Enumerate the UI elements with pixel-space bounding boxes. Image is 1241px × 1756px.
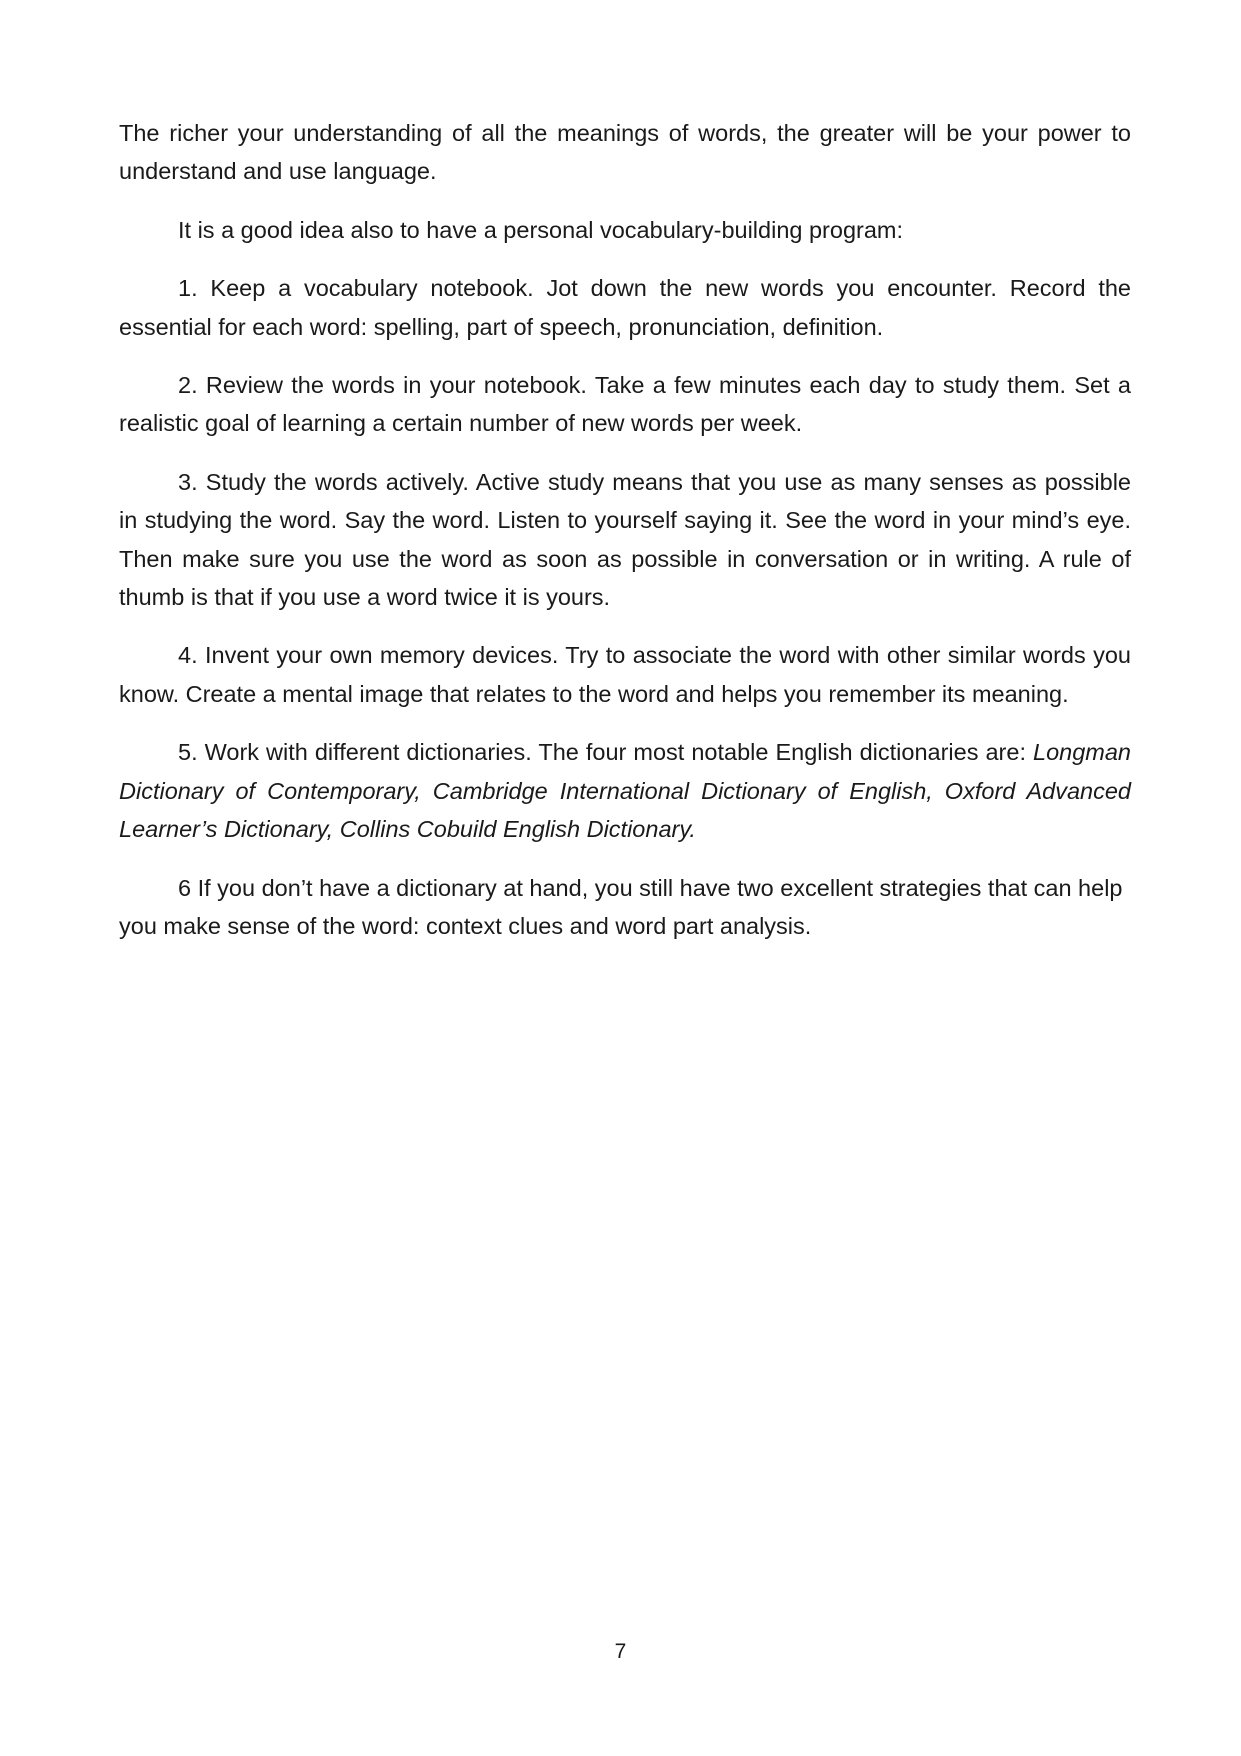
dictionary-titles: Longman Dictionary of Contemporary, Cambridge International Dictionary of English, Oxford Advanced Learner’s Dictionary, Collins Cobuild English Dictionary. xyxy=(119,739,1131,843)
list-item-1: 1. Keep a vocabulary notebook. Jot down the new words you encounter. Record the essential for each word: spelling, part of speech, pronunciation, definition. xyxy=(119,275,1131,340)
lead-paragraph: It is a good idea also to have a personal vocabulary-building program: xyxy=(178,216,904,243)
list-item-5-text: 5. Work with different dictionaries. The four most notable English dictionaries are: xyxy=(178,739,1033,766)
intro-paragraph: The richer your understanding of all the meanings of words, the greater will be your power to understand and use language. xyxy=(119,120,1131,185)
list-item-2: 2. Review the words in your notebook. Take a few minutes each day to study them. Set a realistic goal of learning a certain number of new words per week. xyxy=(119,372,1131,437)
list-item-6: 6 If you don’t have a dictionary at hand, you still have two excellent strategies that can help you make sense of the word: context clues and word part analysis. xyxy=(119,874,1123,939)
page-number: 7 xyxy=(614,1640,627,1663)
list-item-3: 3. Study the words actively. Active study means that you use as many senses as possible in studying the word. Say the word. Listen to yourself saying it. See the word in your mind’s eye. Then make sure you use the word as soon as possible in conversation or in writing. A rule of thumb is that if you use a word twice it is yours. xyxy=(119,468,1131,611)
list-item-5 xyxy=(119,733,1131,848)
page-body xyxy=(119,114,1131,965)
list-item-4: 4. Invent your own memory devices. Try to associate the word with other similar words you know. Create a mental image that relates to the word and helps you remember its meaning. xyxy=(119,642,1131,707)
